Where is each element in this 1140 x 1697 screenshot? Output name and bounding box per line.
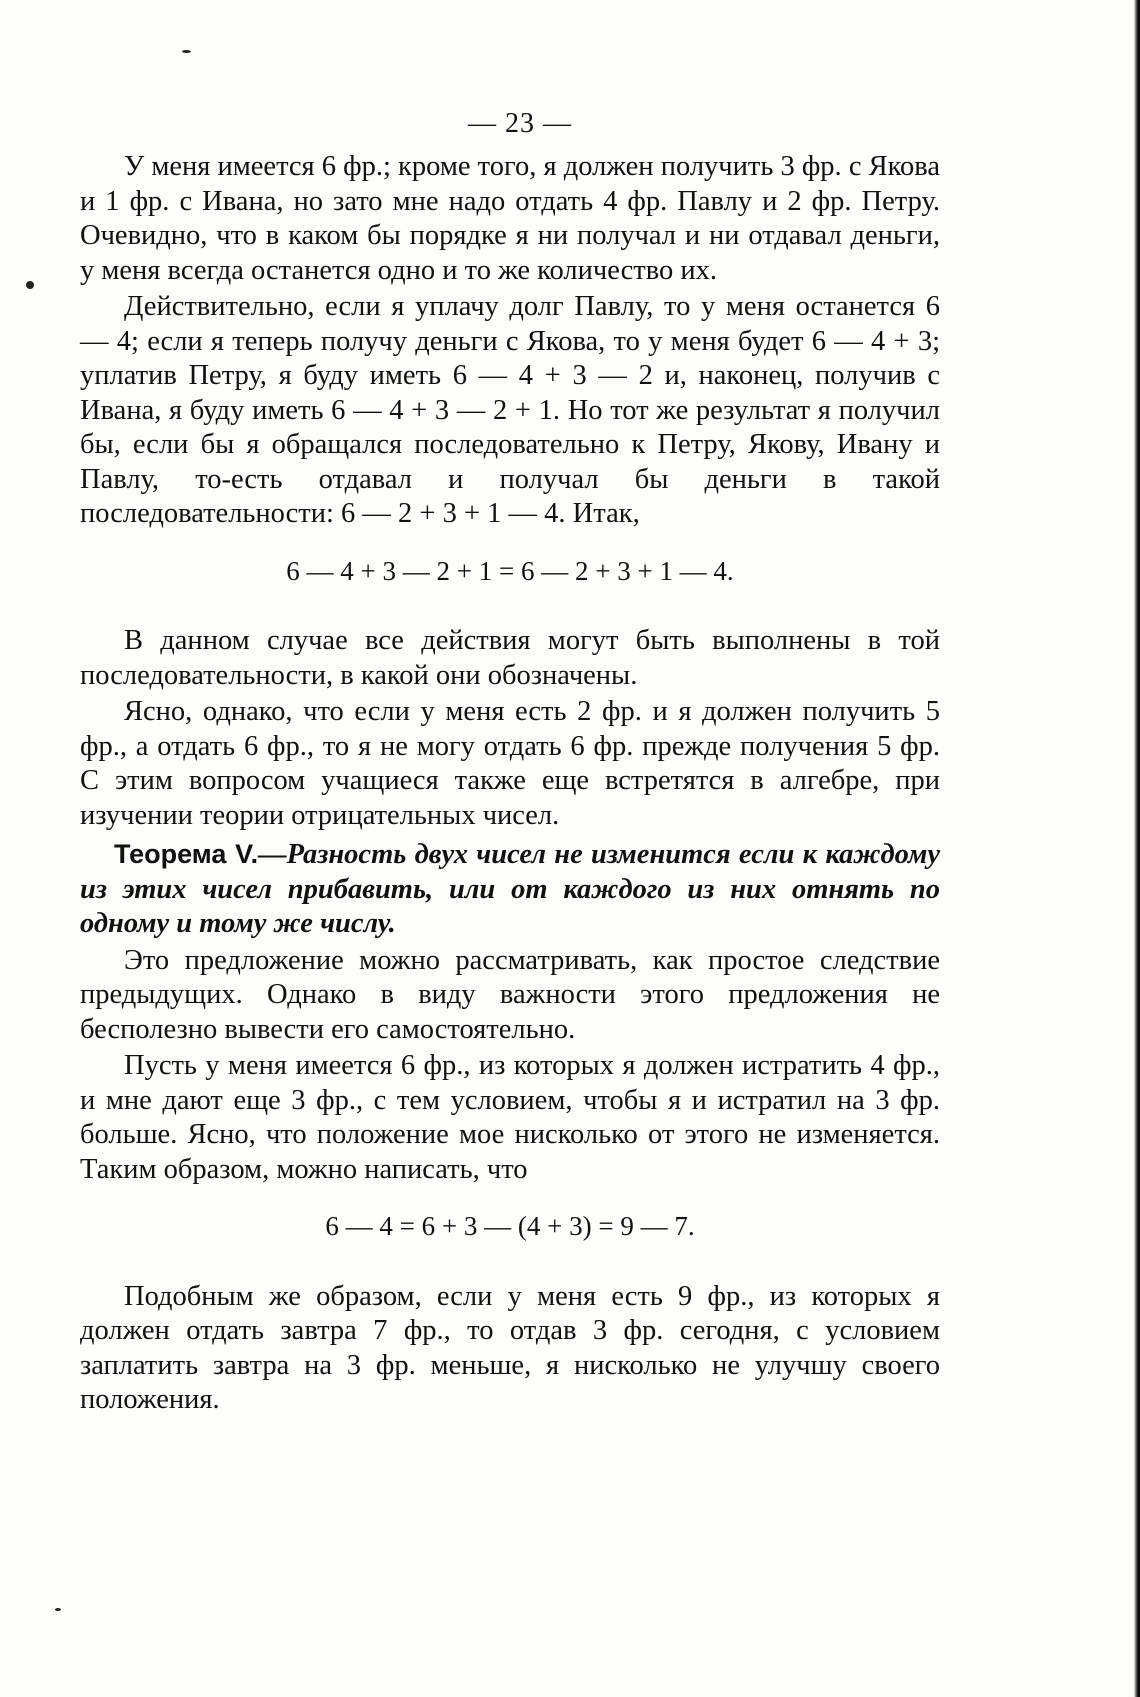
scan-speck <box>26 281 34 289</box>
paragraph: В данном случае все действия могут быть выполнены в той последовательности, в какой они обозначены. <box>80 625 940 691</box>
formula: 6 — 4 = 6 + 3 — (4 + 3) = 9 — 7. <box>325 1211 695 1241</box>
theorem <box>80 837 940 942</box>
scan-speck <box>55 1608 61 1611</box>
paragraph: Пусть у меня имеется 6 фр., из которых я должен истратить 4 фр., и мне дают еще 3 фр., с тем условием, чтобы я и истратил на 3 фр. больше. Ясно, что положение мое нисколько от этого не изменяется. Таким образом, можно написать, что <box>80 1050 940 1185</box>
theorem-statement: Разность двух чисел не изменится если к каждому из этих чисел прибавить, или от каждого из них отнять по одному и тому же числу. <box>80 839 940 939</box>
theorem-dash: — <box>258 839 287 870</box>
paragraph: Действительно, если я уплачу долг Павлу, то у меня останется 6 — 4; если я теперь получу деньги с Якова, то у меня будет 6 — 4 + 3; уплатив Петру, я буду иметь 6 — 4 + 3 — 2 и, наконец, получив с Ивана, я буду иметь 6 — 4 + 3 — 2 + 1. Но тот же результат я получил бы, если бы я обращался последовательно к Петру, Якову, Ивану и Павлу, то-есть отдавал и получал бы деньги в такой последовательности: 6 — 2 + 3 + 1 — 4. Итак, <box>80 291 940 529</box>
theorem-heading: Теорема V. <box>114 839 259 869</box>
paragraph: У меня имеется 6 фр.; кроме того, я должен получить 3 фр. с Якова и 1 фр. с Ивана, но зато мне надо отдать 4 фр. Павлу и 2 фр. Петру. Очевидно, что в каком бы порядке я ни получал и ни отдавал деньги, у меня всегда останется одно и то же количество их. <box>80 151 940 286</box>
page-edge-shadow <box>1134 0 1140 1697</box>
scan-speck <box>182 50 191 53</box>
formula: 6 — 4 + 3 — 2 + 1 = 6 — 2 + 3 + 1 — 4. <box>286 555 734 586</box>
page-body <box>80 150 940 1420</box>
page-number: — 23 — <box>468 108 572 139</box>
paragraph: Подобным же образом, если у меня есть 9 фр., из которых я должен отдать завтра 7 фр., то отдав 3 фр. сегодня, с условием заплатить завтра на 3 фр. меньше, я нисколько не улучшу своего положения. <box>80 1280 940 1415</box>
paragraph: Это предложение можно рассматривать, как простое следствие предыдущих. Однако в виду важности этого предложения не бесполезно вывести его самостоятельно. <box>80 944 940 1045</box>
paragraph: Ясно, однако, что если у меня есть 2 фр. и я должен получить 5 фр., а отдать 6 фр., то я не могу отдать 6 фр. прежде получения 5 фр. С этим вопросом учащиеся также еще встретятся в алгебре, при изучении теории отрицательных чисел. <box>80 696 940 831</box>
